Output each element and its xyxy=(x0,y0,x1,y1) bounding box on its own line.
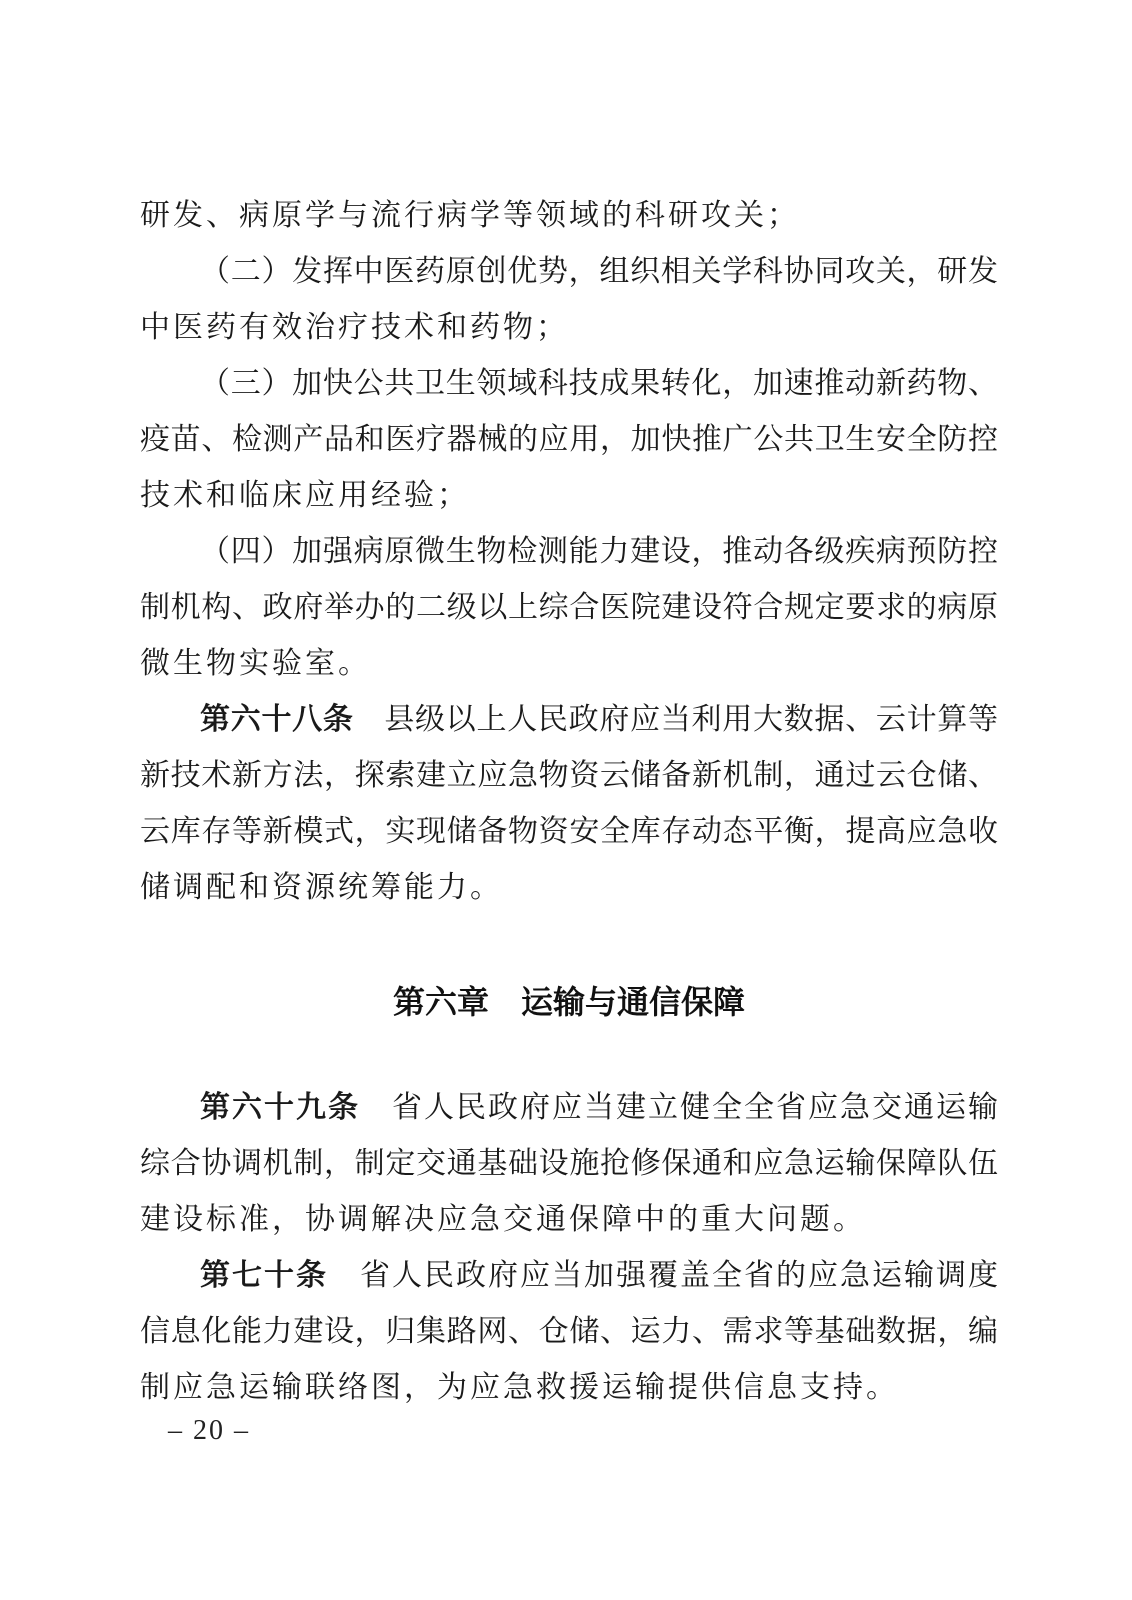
text-line: 制机构、政府举办的二级以上综合医院建设符合规定要求的病原 xyxy=(140,591,998,624)
article-68-number: 第六十八条 xyxy=(200,703,354,736)
article-69-text: 省人民政府应当建立健全全省应急交通运输 xyxy=(360,1091,998,1124)
article-69-number: 第六十九条 xyxy=(200,1091,360,1124)
text-line: 研发、病原学与流行病学等领域的科研攻关； xyxy=(140,199,800,232)
text-line: 新技术新方法，探索建立应急物资云储备新机制，通过云仓储、 xyxy=(140,759,998,792)
text-line: 信息化能力建设，归集路网、仓储、运力、需求等基础数据，编 xyxy=(140,1315,998,1348)
text-line: （四）加强病原微生物检测能力建设，推动各级疾病预防控 xyxy=(200,535,998,568)
text-line: 云库存等新模式，实现储备物资安全库存动态平衡，提高应急收 xyxy=(140,815,998,848)
text-line: 疫苗、检测产品和医疗器械的应用，加快推广公共卫生安全防控 xyxy=(140,423,998,456)
article-69-opening-line xyxy=(140,1080,998,1136)
text-line: 微生物实验室。 xyxy=(140,647,371,680)
text-line: 储调配和资源统筹能力。 xyxy=(140,871,503,904)
text-line: 技术和临床应用经验； xyxy=(140,479,470,512)
chapter-heading: 第六章 运输与通信保障 xyxy=(392,984,745,1020)
text-line: 综合协调机制，制定交通基础设施抢修保通和应急运输保障队伍 xyxy=(140,1147,998,1180)
page-number: – 20 – xyxy=(168,1415,250,1446)
article-68-text: 县级以上人民政府应当利用大数据、云计算等 xyxy=(353,703,999,736)
document-body xyxy=(140,188,998,1416)
article-70-opening-line xyxy=(140,1248,998,1304)
text-line: （三）加快公共卫生领域科技成果转化，加速推动新药物、 xyxy=(200,367,998,400)
article-70-number: 第七十条 xyxy=(200,1259,328,1292)
text-line: 建设标准，协调解决应急交通保障中的重大问题。 xyxy=(140,1203,866,1236)
text-line: （二）发挥中医药原创优势，组织相关学科协同攻关，研发 xyxy=(200,255,998,288)
article-70-text: 省人民政府应当加强覆盖全省的应急运输调度 xyxy=(328,1259,998,1292)
text-line: 制应急运输联络图，为应急救援运输提供信息支持。 xyxy=(140,1371,899,1404)
text-line: 中医药有效治疗技术和药物； xyxy=(140,311,569,344)
article-68-opening-line xyxy=(140,692,998,748)
